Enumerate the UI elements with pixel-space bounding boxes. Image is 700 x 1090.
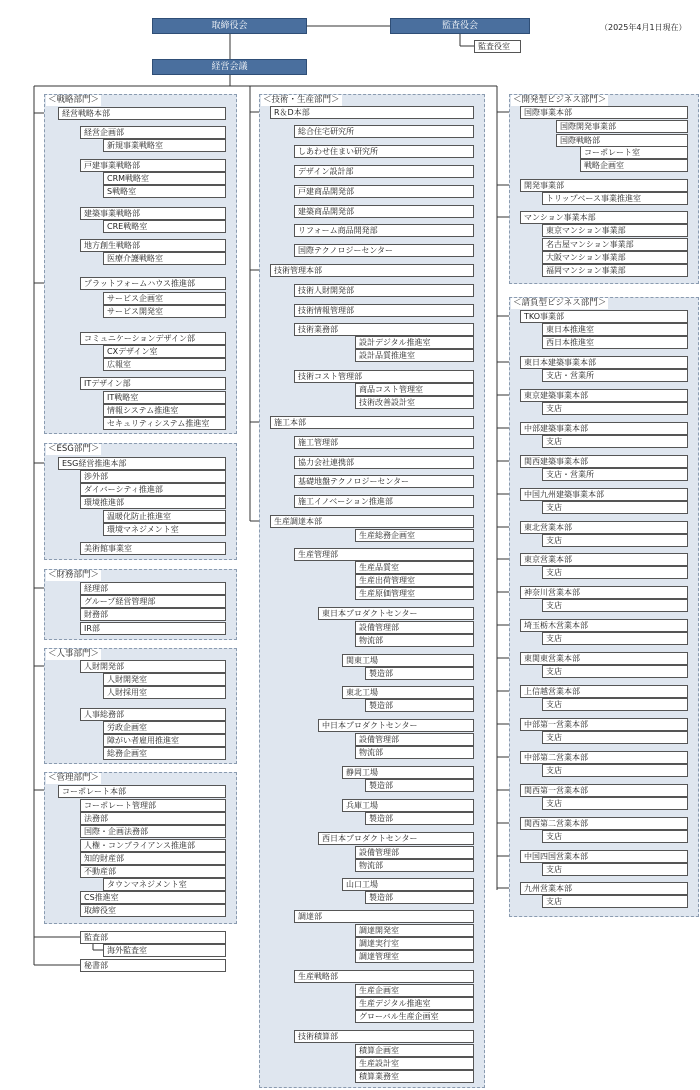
- org-unit: 地方創生戦略部: [80, 239, 226, 252]
- org-unit: 建築商品開発部: [294, 205, 474, 218]
- org-unit: 設計品質推進室: [355, 349, 474, 362]
- org-unit: 東日本推進室: [542, 323, 688, 336]
- org-unit: 渉外部: [80, 470, 226, 483]
- org-unit: 環境推進部: [80, 496, 226, 509]
- org-unit: グローバル生産企画室: [355, 1010, 474, 1023]
- org-unit: 戸建商品開発部: [294, 185, 474, 198]
- org-unit: 生産調達本部: [270, 515, 474, 528]
- office-branch: 支店: [542, 764, 688, 777]
- org-unit: 兵庫工場: [342, 799, 474, 812]
- org-unit: 経営戦略本部: [58, 107, 226, 120]
- org-unit: 情報システム推進室: [103, 404, 226, 417]
- office-name: 九州営業本部: [520, 882, 688, 895]
- org-unit: コーポレート管理部: [80, 799, 226, 812]
- org-unit: 施工イノベーション推進部: [294, 495, 474, 508]
- office-name: 東北営業本部: [520, 521, 688, 534]
- org-unit: 戦略企画室: [580, 159, 688, 172]
- org-unit: 東京マンション事業部: [542, 224, 688, 237]
- office-branch: 支店: [542, 731, 688, 744]
- org-unit: 積算業務室: [355, 1070, 474, 1083]
- office-branch: 支店: [542, 402, 688, 415]
- office-name: 東関東営業本部: [520, 652, 688, 665]
- org-unit: 生産出荷管理室: [355, 574, 474, 587]
- org-unit: 技術管理本部: [270, 264, 474, 277]
- office-branch: 支店・営業所: [542, 468, 688, 481]
- org-unit: コーポレート本部: [58, 785, 226, 798]
- org-unit: 人財採用室: [103, 686, 226, 699]
- org-unit: 美術館事業室: [80, 542, 226, 555]
- org-unit: 名古屋マンション事業部: [542, 238, 688, 251]
- office-name: 埼玉栃木営業本部: [520, 619, 688, 632]
- org-unit: 生産設計室: [355, 1057, 474, 1070]
- org-unit: ITデザイン部: [80, 377, 226, 390]
- office-branch: 支店: [542, 665, 688, 678]
- org-unit: 協力会社連携部: [294, 456, 474, 469]
- org-unit: 建築事業戦略部: [80, 207, 226, 220]
- org-unit: マンション事業本部: [520, 211, 688, 224]
- org-unit: 温暖化防止推進室: [103, 510, 226, 523]
- org-unit: 取締役室: [80, 904, 226, 917]
- org-unit: 総合住宅研究所: [294, 125, 474, 138]
- org-unit: 製造部: [365, 667, 474, 680]
- org-unit: 製造部: [365, 779, 474, 792]
- org-unit: 経理部: [80, 582, 226, 595]
- org-unit: 国際事業本部: [520, 106, 688, 119]
- office-name: 東日本建築事業本部: [520, 356, 688, 369]
- org-unit: 調達実行室: [355, 937, 474, 950]
- org-unit: 秘書部: [80, 959, 226, 972]
- org-unit: 西日本プロダクトセンター: [318, 832, 474, 845]
- org-unit: CXデザイン室: [103, 345, 226, 358]
- org-unit: ESG経営推進本部: [58, 457, 226, 470]
- org-unit: 総務企画室: [103, 747, 226, 760]
- org-unit: 不動産部: [80, 865, 226, 878]
- org-unit: 新規事業戦略室: [103, 139, 226, 152]
- org-unit: 開発事業部: [520, 179, 688, 192]
- org-unit: 国際・企画法務部: [80, 825, 226, 838]
- org-unit: 物流部: [355, 746, 474, 759]
- org-unit: 知的財産部: [80, 852, 226, 865]
- org-unit: 経営企画部: [80, 126, 226, 139]
- org-unit: 調達部: [294, 910, 474, 923]
- org-unit: 技術人財開発部: [294, 284, 474, 297]
- org-unit: 製造部: [365, 699, 474, 712]
- office-name: 神奈川営業本部: [520, 586, 688, 599]
- org-unit: デザイン設計部: [294, 165, 474, 178]
- office-name: 関西第二営業本部: [520, 817, 688, 830]
- office-name: 中部第一営業本部: [520, 718, 688, 731]
- office-branch: 支店: [542, 599, 688, 612]
- org-unit: 生産原価管理室: [355, 587, 474, 600]
- org-unit: 生産総務企画室: [355, 529, 474, 542]
- org-unit: 山口工場: [342, 878, 474, 891]
- org-unit: 積算企画室: [355, 1044, 474, 1057]
- org-unit: ダイバーシティ推進部: [80, 483, 226, 496]
- org-unit: 設備管理部: [355, 733, 474, 746]
- org-unit: 医療介護戦略室: [103, 252, 226, 265]
- org-unit: 生産デジタル推進室: [355, 997, 474, 1010]
- org-unit: 技術コスト管理部: [294, 370, 474, 383]
- org-unit: TKO事業部: [520, 310, 688, 323]
- office-branch: 支店: [542, 534, 688, 547]
- office-branch: 支店: [542, 895, 688, 908]
- office-name: 中部第二営業本部: [520, 751, 688, 764]
- org-unit: リフォーム商品開発部: [294, 224, 474, 237]
- org-unit: 生産企画室: [355, 984, 474, 997]
- org-unit: サービス開発室: [103, 305, 226, 318]
- org-unit: 物流部: [355, 634, 474, 647]
- org-unit: 設備管理部: [355, 621, 474, 634]
- org-unit: 関東工場: [342, 654, 474, 667]
- org-unit: 施工管理部: [294, 436, 474, 449]
- org-unit: 環境マネジメント室: [103, 523, 226, 536]
- org-unit: 人財開発部: [80, 660, 226, 673]
- org-unit: CRM戦略室: [103, 172, 226, 185]
- org-unit: S戦略室: [103, 185, 226, 198]
- org-unit: IT戦略室: [103, 391, 226, 404]
- org-unit: IR部: [80, 622, 226, 635]
- org-unit: 広報室: [103, 358, 226, 371]
- org-unit: 技術積算部: [294, 1030, 474, 1043]
- section-hr: ＜人事部門＞: [48, 649, 100, 659]
- org-unit: 監査部: [80, 931, 226, 944]
- office-name: 中部建築事業本部: [520, 422, 688, 435]
- org-unit: 設計デジタル推進室: [355, 336, 474, 349]
- management-meeting: 経営会議: [152, 59, 307, 75]
- org-unit: サービス企画室: [103, 292, 226, 305]
- office-branch: 支店: [542, 830, 688, 843]
- org-unit: 設備管理部: [355, 846, 474, 859]
- org-unit: プラットフォームハウス推進部: [80, 277, 226, 290]
- org-unit: 財務部: [80, 608, 226, 621]
- board-of-directors: 取締役会: [152, 18, 307, 34]
- org-unit: セキュリティシステム推進室: [103, 417, 226, 430]
- office-name: 東京建築事業本部: [520, 389, 688, 402]
- org-unit: 生産品質室: [355, 561, 474, 574]
- section-finance: ＜財務部門＞: [48, 570, 100, 580]
- date-note: （2025年4月1日現在）: [600, 23, 687, 32]
- office-branch: 支店: [542, 435, 688, 448]
- org-unit: 障がい者雇用推進室: [103, 734, 226, 747]
- org-unit: 技術情報管理部: [294, 304, 474, 317]
- office-branch: 支店: [542, 797, 688, 810]
- org-unit: 人権・コンプライアンス推進部: [80, 839, 226, 852]
- org-unit: 調達管理室: [355, 950, 474, 963]
- org-unit: 技術業務部: [294, 323, 474, 336]
- org-unit: 物流部: [355, 859, 474, 872]
- office-name: 中国九州建築事業本部: [520, 488, 688, 501]
- org-unit: 国際テクノロジーセンター: [294, 244, 474, 257]
- section-admin: ＜管理部門＞: [48, 773, 100, 783]
- org-unit: 国際開発事業部: [556, 120, 688, 133]
- org-unit: 人財開発室: [103, 673, 226, 686]
- office-name: 関西第一営業本部: [520, 784, 688, 797]
- org-unit: 技術改善設計室: [355, 396, 474, 409]
- office-branch: 支店: [542, 566, 688, 579]
- section-tech: ＜技術・生産部門＞: [263, 95, 340, 105]
- org-unit: 西日本推進室: [542, 336, 688, 349]
- org-unit: 海外監査室: [103, 944, 226, 957]
- office-branch: 支店・営業所: [542, 369, 688, 382]
- org-unit: トリップベース事業推進室: [542, 192, 688, 205]
- org-unit: 東日本プロダクトセンター: [318, 607, 474, 620]
- org-unit: 国際戦略部: [556, 134, 688, 147]
- org-unit: コミュニケーションデザイン部: [80, 332, 226, 345]
- org-unit: R＆D本部: [270, 106, 474, 119]
- section-esg: ＜ESG部門＞: [48, 444, 100, 454]
- office-name: 上信越営業本部: [520, 685, 688, 698]
- office-name: 東京営業本部: [520, 553, 688, 566]
- org-unit: タウンマネジメント室: [103, 878, 226, 891]
- section-dev-biz: ＜開発型ビジネス部門＞: [513, 95, 607, 105]
- org-unit: グループ経営管理部: [80, 595, 226, 608]
- office-name: 関西建築事業本部: [520, 455, 688, 468]
- org-unit: CRE戦略室: [103, 220, 226, 233]
- org-unit: 法務部: [80, 812, 226, 825]
- org-unit: 静岡工場: [342, 766, 474, 779]
- org-unit: 大阪マンション事業部: [542, 251, 688, 264]
- org-unit: 生産管理部: [294, 548, 474, 561]
- office-name: 中国四国営業本部: [520, 850, 688, 863]
- office-branch: 支店: [542, 632, 688, 645]
- org-unit: 施工本部: [270, 416, 474, 429]
- section-strategy: ＜戦略部門＞: [48, 95, 100, 105]
- audit-board: 監査役会: [390, 18, 530, 34]
- org-unit: 福岡マンション事業部: [542, 264, 688, 277]
- org-unit: 基礎地盤テクノロジーセンター: [294, 475, 474, 488]
- org-unit: 製造部: [365, 891, 474, 904]
- org-unit: 東北工場: [342, 686, 474, 699]
- office-branch: 支店: [542, 501, 688, 514]
- org-unit: 人事総務部: [80, 708, 226, 721]
- org-unit: 生産戦略部: [294, 970, 474, 983]
- audit-office: 監査役室: [474, 40, 521, 53]
- org-unit: 労政企画室: [103, 721, 226, 734]
- org-unit: 戸建事業戦略部: [80, 159, 226, 172]
- org-unit: 調達開発室: [355, 924, 474, 937]
- org-unit: 中日本プロダクトセンター: [318, 719, 474, 732]
- office-branch: 支店: [542, 863, 688, 876]
- section-contract-biz: ＜請負型ビジネス部門＞: [513, 298, 607, 308]
- org-unit: しあわせ住まい研究所: [294, 145, 474, 158]
- office-branch: 支店: [542, 698, 688, 711]
- org-unit: 商品コスト管理室: [355, 383, 474, 396]
- org-unit: コーポレート室: [580, 146, 688, 159]
- org-unit: CS推進室: [80, 891, 226, 904]
- org-unit: 製造部: [365, 812, 474, 825]
